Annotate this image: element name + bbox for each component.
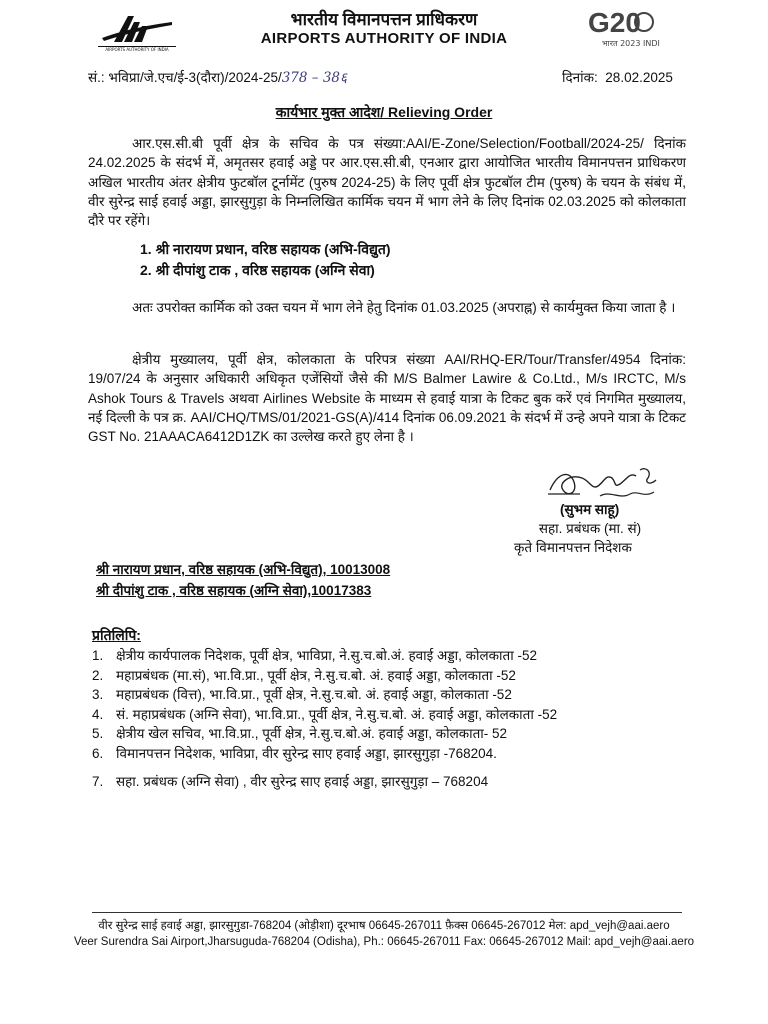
copy-to-item xyxy=(92,666,692,686)
copy-to-number: 5. xyxy=(92,726,104,742)
g20-subtext: भारत 2023 INDIA xyxy=(602,39,660,48)
signatory-name: (सुभम साहू) xyxy=(560,502,620,517)
copy-to-number: 4. xyxy=(92,706,104,722)
copy-to-number: 6. xyxy=(92,745,104,761)
copy-to-number: 2. xyxy=(92,667,104,683)
copy-to-text: महाप्रबंधक (वित्त), भा.वि.प्रा., पूर्वी क्षेत्र, ने.सु.च.बो. अं. हवाई अड्डा, कोलकाता -52 xyxy=(116,687,512,703)
document-date xyxy=(562,68,673,86)
org-title-english: AIRPORTS AUTHORITY OF INDIA xyxy=(260,30,508,47)
paragraph-1: आर.एस.सी.बी पूर्वी क्षेत्र के सचिव के पत्र संख्या:AAI/E-Zone/Selection/Football/2024-25/ दिनांक 24.02.2025 के संदर्भ में, अमृतसर हवाई अड्डे पर आर.एस.सी.बी, एनआर द्वारा आयोजित भारतीय विमानपत्तन प्राधिकरण अखिल भारतीय अंतर क्षेत्रीय फुटबॉल टूर्नामेंट (पुरुष 2024-25) के लिए पूर्वी क्षेत्र फुटबॉल टीम (पुरुष) के चयन के संबंध में, वीर सुरेन्द्र साई हवाई अड्डा, झारसुगुड़ा के निम्नलिखित कार्मिक चयन में भाग लेने के लिए दिनांक 02.03.2025 को कोलकाता दौरे पर रहेंगे। xyxy=(88,136,686,229)
reference-handwritten: 378 – 38६ xyxy=(281,70,348,86)
selected-person: 1. श्री नारायण प्रधान, वरिष्ठ सहायक (अभि-विद्युत) xyxy=(140,241,391,257)
copy-to-number: 7. xyxy=(92,773,104,789)
copy-to-title: प्रतिलिपि: xyxy=(92,627,141,643)
reference-prefix: सं.: भविप्रा/जे.एच/ई-3(दौरा)/2024-25/ xyxy=(88,70,282,85)
date-label: दिनांक: xyxy=(562,70,598,85)
footer-address-english: Veer Surendra Sai Airport,Jharsuguda-768204 (Odisha), Ph.: 06645-267011 Fax: 06645-267012 Mail: apd_vejh@aai.aero xyxy=(73,936,695,948)
footer-address-hindi: वीर सुरेन्द्र साई हवाई अड्डा, झारसुगुडा-768204 (ओड़ीशा) दूरभाष 06645-267011 फ़ैक्स 06645-267012 मेल: apd_vejh@aai.aero xyxy=(98,920,670,932)
addressee: श्री दीपांशु टाक , वरिष्ठ सहायक (अग्नि सेवा),10017383 xyxy=(96,583,372,598)
signatory-on-behalf: कृते विमानपत्तन निदेशक xyxy=(514,540,632,555)
selected-person: 2. श्री दीपांशु टाक , वरिष्ठ सहायक (अग्नि सेवा) xyxy=(140,262,375,278)
paragraph-2: अतः उपरोक्त कार्मिक को उक्त चयन में भाग लेने हेतु दिनांक 01.03.2025 (अपराह्न) से कार्यमुक्त किया जाता है । xyxy=(132,300,676,315)
selected-personnel-list xyxy=(140,239,391,281)
copy-to-text: विमानपत्तन निदेशक, भाविप्रा, वीर सुरेन्द्र साए हवाई अड्डा, झारसुगुड़ा -768204. xyxy=(116,745,497,761)
copy-to-item xyxy=(92,744,692,764)
copy-to-item xyxy=(92,705,692,725)
copy-to-number: 1. xyxy=(92,648,104,663)
reference-number xyxy=(88,68,347,86)
footer-divider xyxy=(92,912,682,913)
copy-to-item xyxy=(92,685,692,705)
date-value: 28.02.2025 xyxy=(605,70,673,85)
copy-to-text: महाप्रबंधक (मा.सं), भा.वि.प्रा., पूर्वी क्षेत्र, ने.सु.च.बो. अं. हवाई अड्डा, कोलकाता -52 xyxy=(116,667,516,683)
copy-to-list xyxy=(92,646,692,791)
org-title-hindi: भारतीय विमानपत्तन प्राधिकरण xyxy=(290,10,478,29)
subject-heading: कार्यभार मुक्त आदेश/ Relieving Order xyxy=(275,104,493,120)
g20-text: G20 xyxy=(588,7,641,38)
copy-to-item xyxy=(92,646,692,666)
copy-to-text: क्षेत्रीय खेल सचिव, भा.वि.प्रा., पूर्वी क्षेत्र, ने.सु.च.बो.अं. हवाई अड्डा, कोलकाता- 52 xyxy=(116,726,508,742)
copy-to-item xyxy=(92,772,692,792)
g20-logo xyxy=(588,2,660,58)
addressee: श्री नारायण प्रधान, वरिष्ठ सहायक (अभि-विद्युत), 10013008 xyxy=(96,562,391,577)
copy-to-text: सं. महाप्रबंधक (अग्नि सेवा), भा.वि.प्रा., पूर्वी क्षेत्र, ने.सु.च.बो. अं. हवाई अड्डा, कोलकाता -52 xyxy=(116,706,558,722)
paragraph-3: क्षेत्रीय मुख्यालय, पूर्वी क्षेत्र, कोलकाता के परिपत्र संख्या AAI/RHQ-ER/Tour/Transfer/4954 दिनांक: 19/07/24 के अनुसार अधिकारी अधिकृत एजेंसियों जैसे की M/S Balmer Lawire & Co.Ltd., M/s IRCTC, M/s Ashok Tours & Travels अथवा Airlines Website के माध्यम से हवाई यात्रा के टिकट बुक करें एवं निगमित मुख्यालय, नई दिल्ली के पत्र क्र. AAI/CHQ/TMS/01/2021-GS(A)/414 दिनांक 06.09.2021 के संदर्भ में उन्हे अपने यात्रा के टिकट GST No. 21AAACA6412D1ZK का उल्लेख करते हुए लेना है । xyxy=(88,352,686,445)
signatory-designation: सहा. प्रबंधक (मा. सं) xyxy=(538,521,642,536)
logo-text: AIRPORTS AUTHORITY OF INDIA xyxy=(105,47,169,52)
copy-to-text: सहा. प्रबंधक (अग्नि सेवा) , वीर सुरेन्द्र साए हवाई अड्डा, झारसुगुड़ा – 768204 xyxy=(116,773,489,789)
copy-to-number: 3. xyxy=(92,687,104,703)
copy-to-item xyxy=(92,724,692,744)
copy-to-text: क्षेत्रीय कार्यपालक निदेशक, पूर्वी क्षेत्र, भाविप्रा, ने.सु.च.बो.अं. हवाई अड्डा, कोलकाता -52 xyxy=(116,648,537,663)
